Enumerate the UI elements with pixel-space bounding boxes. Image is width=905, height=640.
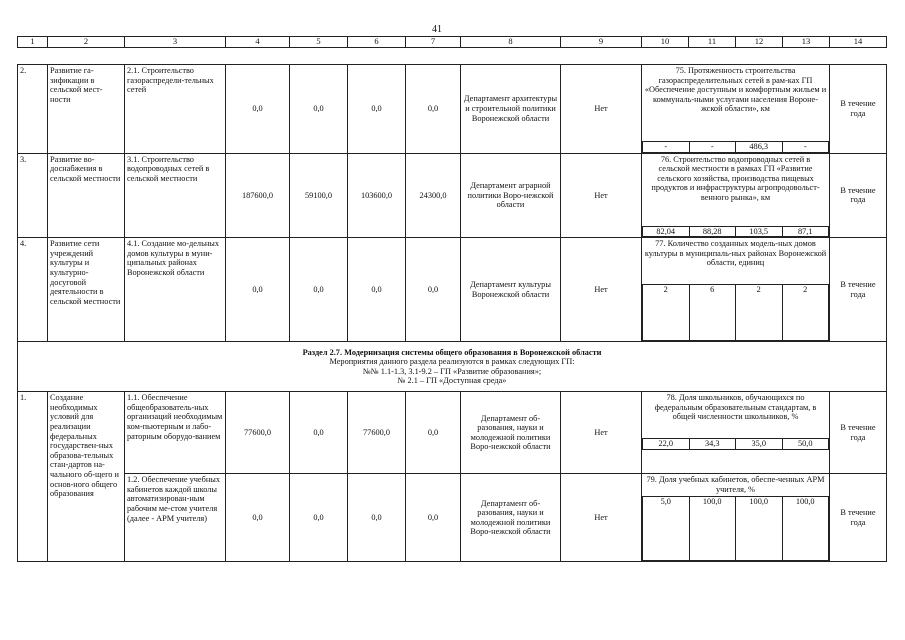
indicator-cell	[642, 474, 830, 562]
indicator-value: -	[689, 142, 736, 153]
activity-cell: 3.1. Строительство водопроводных сетей в сельской местности	[125, 153, 226, 238]
col-header: 6	[348, 37, 406, 48]
value-cell: 77600,0	[226, 392, 290, 474]
col-header: 3	[125, 37, 226, 48]
indicator-text: 77. Количество созданных модель-ных домов культуры в муниципаль-ных районах Воронежской области, единиц	[643, 238, 829, 285]
indicator-cell	[642, 65, 830, 154]
col-header: 9	[561, 37, 642, 48]
table-row	[18, 474, 887, 562]
indicator-value: 100,0	[736, 497, 783, 561]
indicator-value: 35,0	[736, 439, 783, 450]
value-cell: 0,0	[348, 65, 406, 154]
value-cell: 0,0	[406, 65, 461, 154]
table-row	[18, 392, 887, 474]
term-cell: В течение года	[830, 392, 887, 474]
table-row	[18, 65, 887, 154]
col-header: 5	[290, 37, 348, 48]
indicator-value: 34,3	[689, 439, 736, 450]
column-number-row	[18, 37, 887, 48]
value-cell: 24300,0	[406, 153, 461, 238]
row-number: 1.	[18, 392, 48, 562]
value-cell: 0,0	[406, 474, 461, 562]
goal-cell: Развитие во-доснабжения в сельской местности	[48, 153, 125, 238]
indicator-value: 103,5	[736, 226, 783, 237]
indicator-value: 2	[736, 285, 783, 341]
term-cell: В течение года	[830, 65, 887, 154]
activity-cell: 1.1. Обеспечение общеобразователь-ных организаций необходимым ком-пьютерным и лабо-раторным оборудо-ванием	[125, 392, 226, 474]
activity-cell: 2.1. Строительство газораспредели-тельных сетей	[125, 65, 226, 154]
section-title: Раздел 2.7. Модернизация системы общего образования в Воронежской области	[302, 347, 602, 357]
indicator-value: 50,0	[782, 439, 829, 450]
row-number: 4.	[18, 238, 48, 342]
col9-cell: Нет	[561, 65, 642, 154]
table-row	[18, 238, 887, 342]
activity-cell: 4.1. Создание мо-дельных домов культуры в муни-ципальных районах Воронежской области	[125, 238, 226, 342]
indicator-value: 82,04	[643, 226, 690, 237]
indicator-value: 486,3	[736, 142, 783, 153]
col9-cell: Нет	[561, 238, 642, 342]
value-cell: 0,0	[348, 474, 406, 562]
indicator-value: -	[643, 142, 690, 153]
row-number: 2.	[18, 65, 48, 154]
value-cell: 0,0	[226, 238, 290, 342]
indicator-value: 88,28	[689, 226, 736, 237]
value-cell: 0,0	[290, 65, 348, 154]
value-cell: 77600,0	[348, 392, 406, 474]
spacer-row	[18, 48, 887, 65]
executor-cell: Департамент об-разования, науки и молодежной политики Воро-нежской области	[461, 392, 561, 474]
indicator-value: 87,1	[782, 226, 829, 237]
goal-cell: Создание необходимых условий для реализации федеральных государствен-ных образова-тельных стан-дартов на-чального об-щего и основ-ного общего образования	[48, 392, 125, 562]
indicator-value: -	[782, 142, 829, 153]
indicator-value: 22,0	[643, 439, 690, 450]
value-cell: 0,0	[290, 474, 348, 562]
row-number: 3.	[18, 153, 48, 238]
value-cell: 187600,0	[226, 153, 290, 238]
value-cell: 0,0	[290, 392, 348, 474]
section-line: Мероприятия данного раздела реализуются в рамках следующих ГП:	[329, 357, 575, 367]
executor-cell: Департамент об-разования, науки и молодежной политики Воро-нежской области	[461, 474, 561, 562]
col-header: 13	[783, 37, 830, 48]
col-header: 12	[736, 37, 783, 48]
indicator-value: 2	[782, 285, 829, 341]
col-header: 2	[48, 37, 125, 48]
indicator-value: 100,0	[782, 497, 829, 561]
indicator-cell	[642, 392, 830, 474]
executor-cell: Департамент культуры Воронежской области	[461, 238, 561, 342]
col-header: 14	[830, 37, 887, 48]
col-header: 8	[461, 37, 561, 48]
value-cell: 59100,0	[290, 153, 348, 238]
col-header: 10	[642, 37, 689, 48]
section-row	[18, 342, 887, 392]
indicator-cell	[642, 238, 830, 342]
indicator-value: 2	[643, 285, 690, 341]
value-cell: 0,0	[290, 238, 348, 342]
col9-cell: Нет	[561, 474, 642, 562]
value-cell: 0,0	[406, 392, 461, 474]
value-cell: 0,0	[226, 474, 290, 562]
col-header: 4	[226, 37, 290, 48]
value-cell: 0,0	[406, 238, 461, 342]
col-header: 1	[18, 37, 48, 48]
value-cell: 103600,0	[348, 153, 406, 238]
page-number: 41	[432, 24, 442, 35]
indicator-text: 78. Доля школьников, обучающихся по федеральным образовательным стандартам, в общей численности школьников, %	[643, 392, 829, 439]
indicator-text: 75. Протяженность строительства газораспределительных сетей в рам-ках ГП «Обеспечение доступным и комфортным жильем и коммуналь-ными услугами населения Вороне-жской области», км	[643, 65, 829, 142]
program-table	[17, 36, 887, 562]
goal-cell: Развитие га-зификации в сельской мест-ности	[48, 65, 125, 154]
section-line: №№ 1.1-1.3, 3.1-9.2 – ГП «Развитие образования»;	[362, 366, 542, 376]
table-row	[18, 153, 887, 238]
term-cell: В течение года	[830, 238, 887, 342]
section-header	[18, 342, 887, 392]
term-cell: В течение года	[830, 153, 887, 238]
indicator-value: 5,0	[643, 497, 690, 561]
goal-cell: Развитие сети учреждений культуры и культурно-досуговой деятельности в сельской местности	[48, 238, 125, 342]
value-cell: 0,0	[226, 65, 290, 154]
col-header: 11	[689, 37, 736, 48]
col9-cell: Нет	[561, 153, 642, 238]
term-cell: В течение года	[830, 474, 887, 562]
indicator-value: 6	[689, 285, 736, 341]
activity-cell: 1.2. Обеспечение учебных кабинетов каждой школы автоматизирован-ным рабочим ме-стом учителя (далее - АРМ учителя)	[125, 474, 226, 562]
indicator-text: 76. Строительство водопроводных сетей в сельской местности в рамках ГП «Развитие сельского хозяйства, производства пищевых продуктов и инфраструктуры агропродовольст-венного рынка», км	[643, 154, 829, 227]
value-cell: 0,0	[348, 238, 406, 342]
indicator-text: 79. Доля учебных кабинетов, обеспе-ченных АРМ учителя, %	[643, 474, 829, 497]
section-line: № 2.1 – ГП «Доступная среда»	[397, 376, 507, 386]
executor-cell: Департамент архитектуры и строительной политики Воронежской области	[461, 65, 561, 154]
col9-cell: Нет	[561, 392, 642, 474]
indicator-cell	[642, 153, 830, 238]
executor-cell: Департамент аграрной политики Воро-нежской области	[461, 153, 561, 238]
col-header: 7	[406, 37, 461, 48]
indicator-value: 100,0	[689, 497, 736, 561]
